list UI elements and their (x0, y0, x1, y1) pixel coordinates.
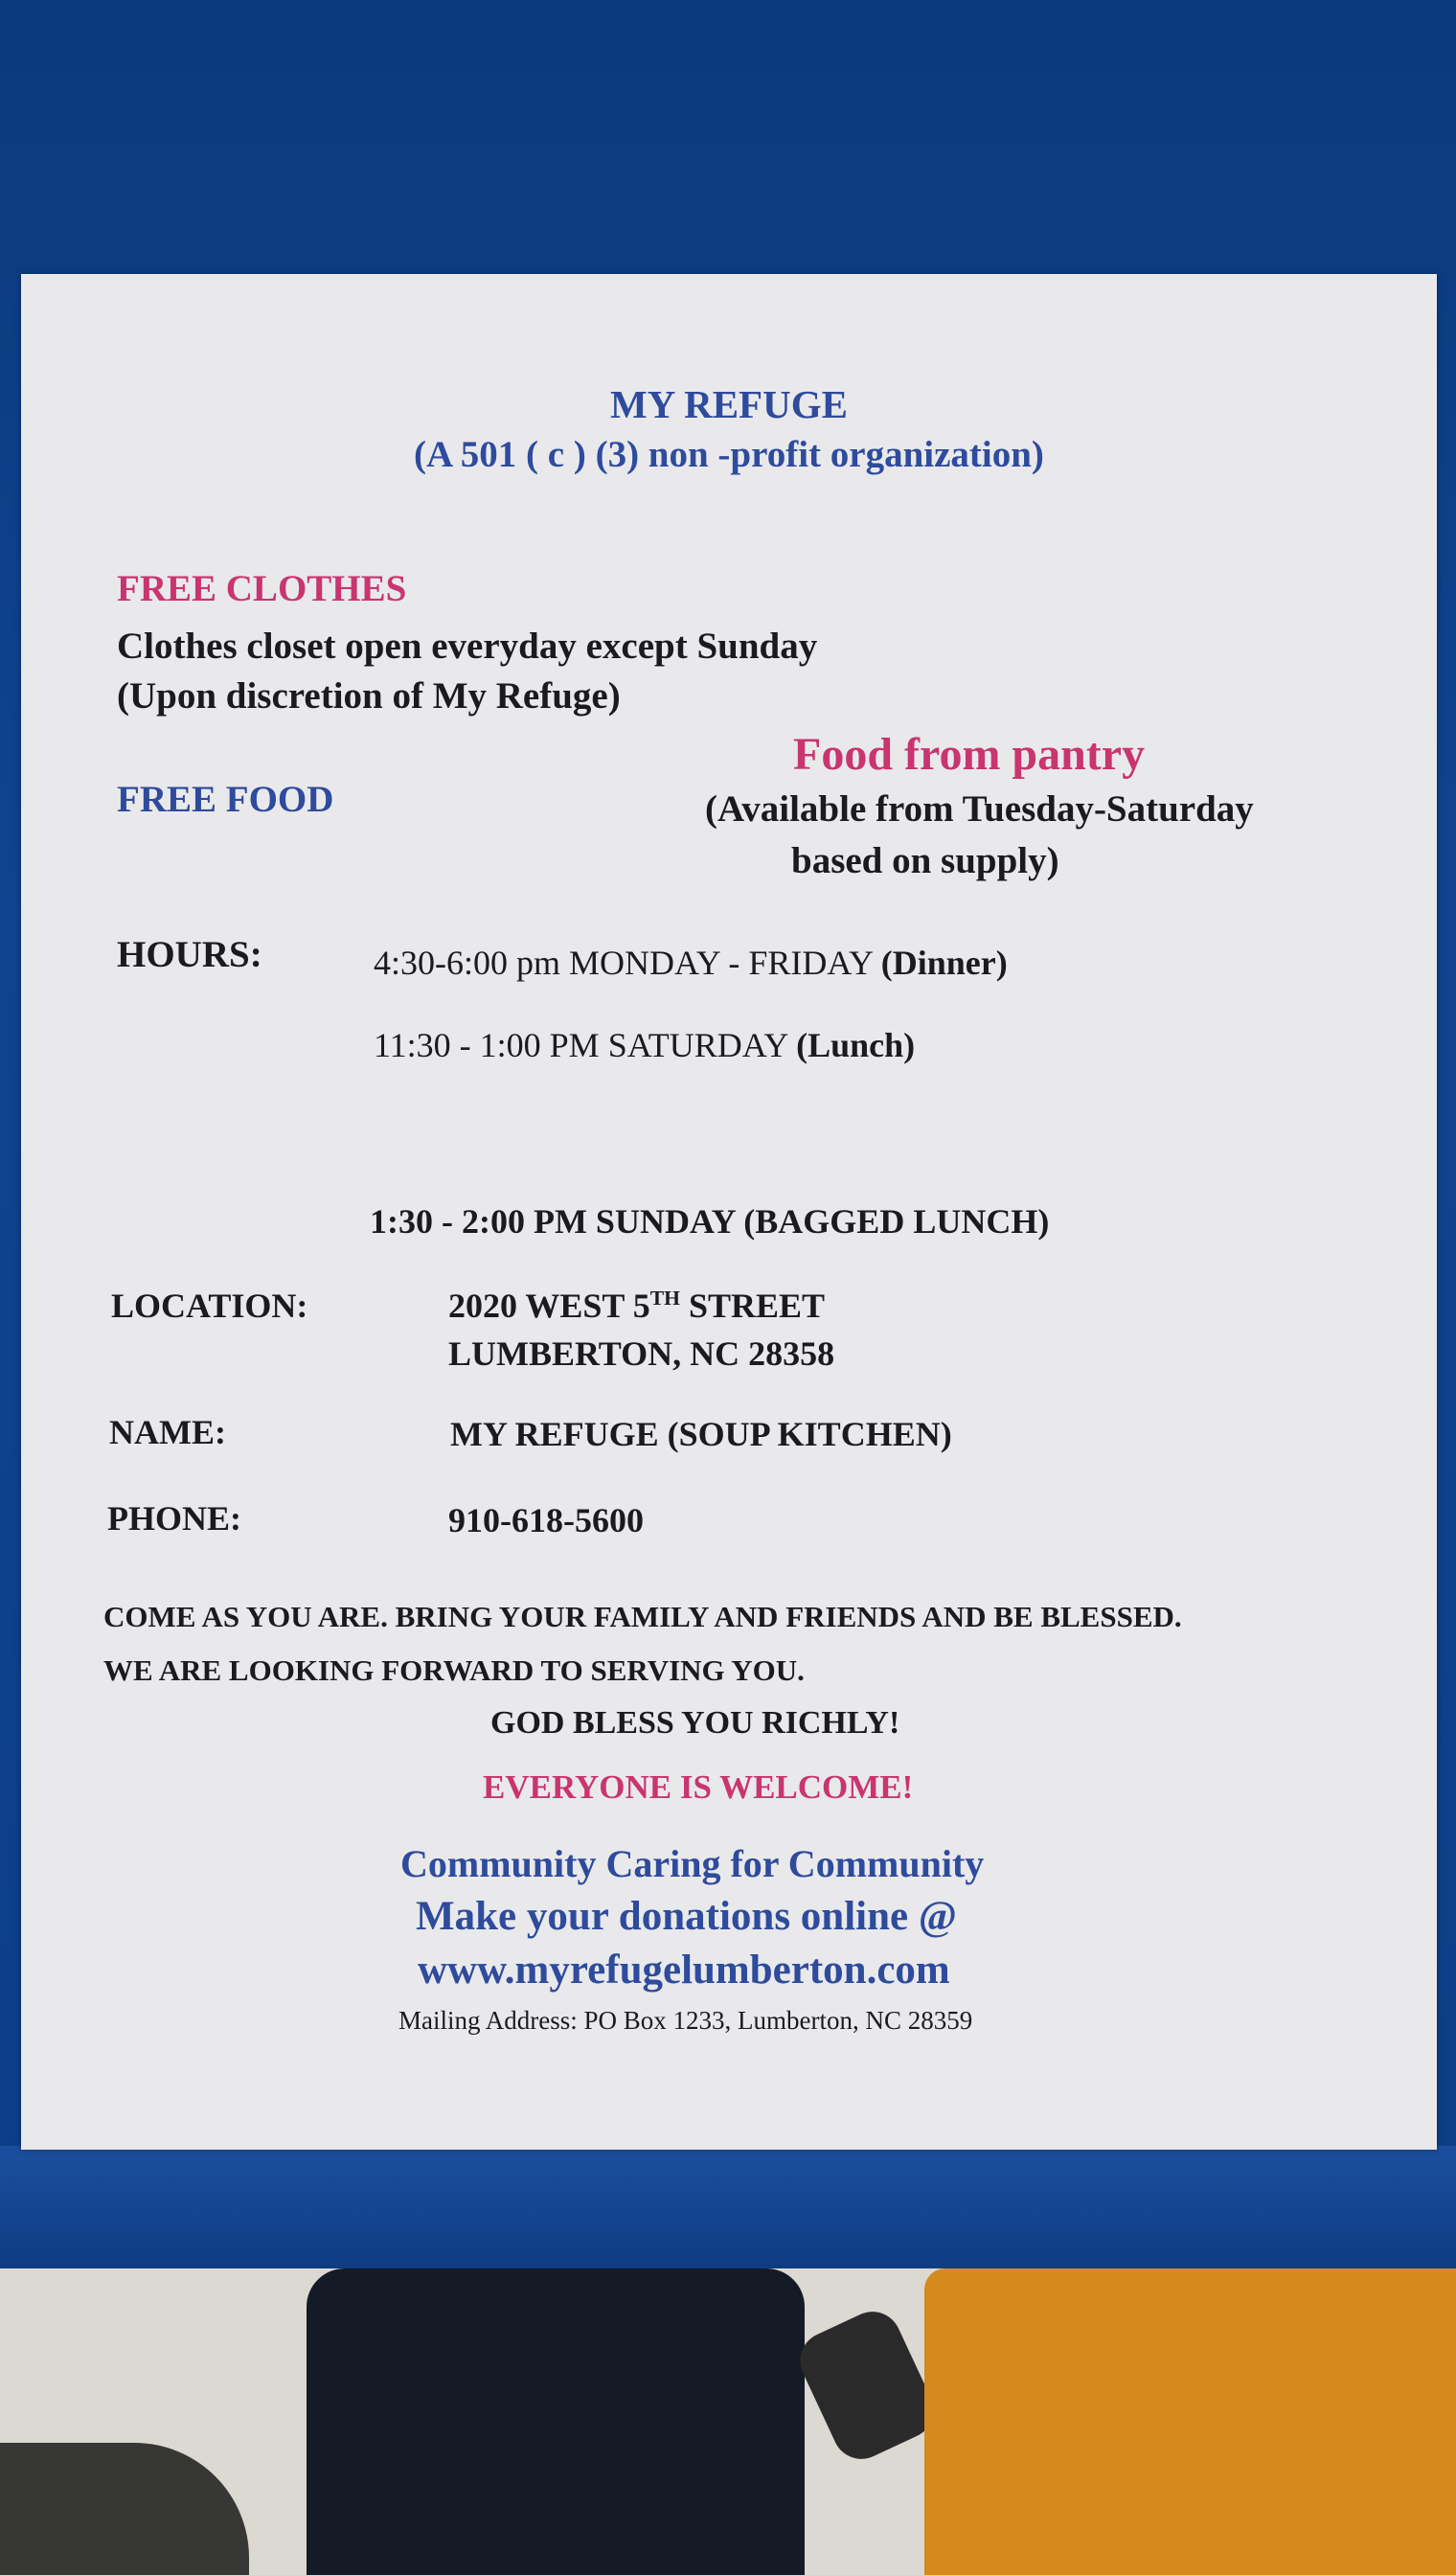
street-name: STREET (679, 1287, 826, 1325)
saturday-time: 11:30 - 1:00 PM SATURDAY (374, 1026, 788, 1064)
welcome-message-line1: COME AS YOU ARE. BRING YOUR FAMILY AND FRIENDS AND BE BLESSED. (103, 1600, 1182, 1633)
person-leg (307, 2268, 805, 2575)
location-label: LOCATION: (111, 1287, 308, 1325)
street-number: 2020 WEST 5 (448, 1287, 650, 1325)
free-food-heading: FREE FOOD (117, 779, 334, 820)
name-value: MY REFUGE (SOUP KITCHEN) (450, 1415, 952, 1453)
saturday-meal: (Lunch) (796, 1026, 916, 1064)
pantry-supply-note: based on supply) (791, 840, 1059, 881)
board-edge (0, 2146, 1456, 2270)
donate-text: Make your donations online @ (416, 1894, 957, 1939)
phone-label: PHONE: (107, 1499, 241, 1538)
weekday-time: 4:30-6:00 pm MONDAY - FRIDAY (374, 944, 873, 982)
clothes-discretion-text: (Upon discretion of My Refuge) (117, 675, 621, 717)
website-link[interactable]: www.myrefugelumberton.com (418, 1948, 950, 1993)
everyone-welcome-text: EVERYONE IS WELCOME! (483, 1768, 914, 1806)
location-city: LUMBERTON, NC 28358 (448, 1334, 835, 1373)
welcome-message-line2: WE ARE LOOKING FORWARD TO SERVING YOU. (103, 1653, 805, 1687)
free-clothes-heading: FREE CLOTHES (117, 568, 407, 609)
org-subtitle: (A 501 ( c ) (3) non -profit organization) (414, 434, 1044, 475)
phone-value: 910-618-5600 (448, 1501, 644, 1539)
hours-row-saturday (374, 1025, 915, 1065)
weekday-meal: (Dinner) (880, 944, 1008, 982)
street-ordinal: TH (649, 1287, 680, 1310)
clothes-hours-text: Clothes closet open everyday except Sunday (117, 626, 818, 667)
blessing-text: GOD BLESS YOU RICHLY! (490, 1705, 900, 1741)
name-label: NAME: (109, 1413, 226, 1451)
mailing-address: Mailing Address: PO Box 1233, Lumberton, NC 28359 (398, 2006, 973, 2035)
org-name: MY REFUGE (610, 382, 848, 426)
tagline: Community Caring for Community (400, 1842, 985, 1885)
hours-row-sunday: 1:30 - 2:00 PM SUNDAY (BAGGED LUNCH) (370, 1202, 1050, 1241)
hours-row-weekday (374, 943, 1008, 983)
hours-label: HOURS: (117, 934, 262, 975)
flyer-sheet (21, 274, 1437, 2150)
pantry-heading: Food from pantry (793, 729, 1146, 780)
orange-chair (924, 2268, 1456, 2575)
location-street (448, 1286, 825, 1326)
pantry-availability: (Available from Tuesday-Saturday (705, 788, 1254, 830)
